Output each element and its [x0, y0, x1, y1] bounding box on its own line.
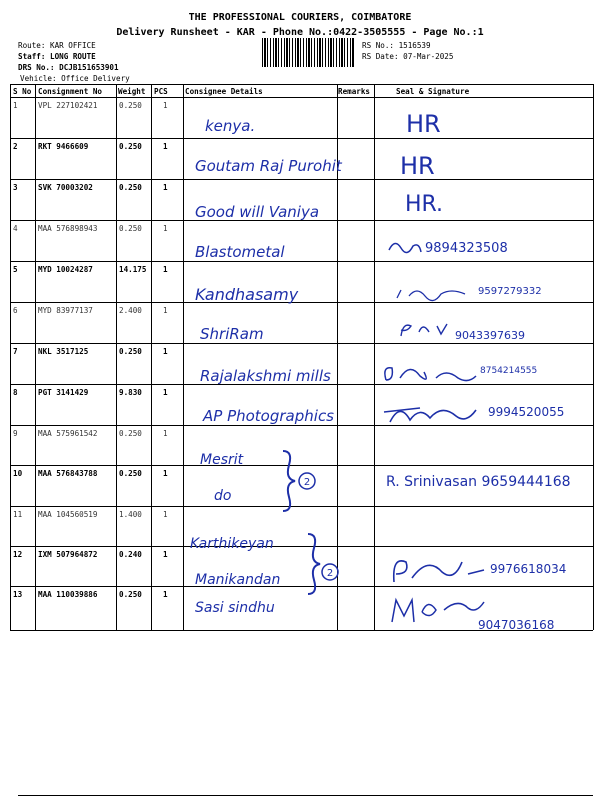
handwritten-consignee-4: Blastometal: [195, 243, 285, 261]
col-header-consignee: Consignee Details: [185, 87, 263, 96]
table-column-rule: [151, 84, 152, 630]
company-title: THE PROFESSIONAL COURIERS, COIMBATORE: [188, 12, 412, 23]
rs-no-text: RS No.: 1516539: [362, 41, 431, 50]
signature-5: 9597279332: [478, 286, 542, 297]
row-consignment-no: SVK 70003202: [38, 183, 93, 192]
row-sno: 9: [13, 429, 18, 438]
row-pcs: 1: [163, 142, 168, 151]
col-header-weight: Weight: [118, 87, 146, 96]
row-weight: 0.240: [119, 550, 142, 559]
runsheet-subtitle: Delivery Runsheet - KAR - Phone No.:0422-3505555 - Page No.:1: [116, 27, 484, 38]
signature-1: HR: [406, 110, 441, 138]
handwritten-consignee-11: Karthikeyan: [190, 536, 274, 552]
row-weight: 0.250: [119, 142, 142, 151]
row-weight: 0.250: [119, 101, 142, 110]
handwritten-consignee-2: Goutam Raj Purohit: [195, 157, 342, 175]
row-pcs: 1: [163, 590, 168, 599]
row-consignment-no: MAA 576898943: [38, 224, 98, 233]
row-consignment-no: MAA 104560519: [38, 510, 98, 519]
handwritten-consignee-7: Rajalakshmi mills: [200, 367, 331, 385]
row-weight: 2.400: [119, 306, 142, 315]
signature-scribble-7: [380, 360, 480, 388]
signature-scribble-4: [385, 236, 425, 258]
row-consignment-no: NKL 3517125: [38, 347, 89, 356]
row-consignment-no: RKT 9466609: [38, 142, 89, 151]
rs-date-text: RS Date: 07-Mar-2025: [362, 52, 454, 61]
row-sno: 1: [13, 101, 18, 110]
row-pcs: 1: [163, 469, 168, 478]
signature-scribble-5: [395, 284, 470, 302]
row-consignment-no: VPL 227102421: [38, 101, 98, 110]
row-sno: 8: [13, 388, 18, 397]
row-pcs: 1: [163, 550, 168, 559]
row-sno: 4: [13, 224, 18, 233]
row-pcs: 1: [163, 306, 168, 315]
table-rule: [10, 84, 593, 85]
row-consignment-no: MYD 83977137: [38, 306, 93, 315]
col-header-pcs: PCS: [154, 87, 168, 96]
row-weight: 1.400: [119, 510, 142, 519]
table-rule: [10, 425, 593, 426]
handwritten-consignee-8: AP Photographics: [203, 407, 335, 425]
drs-text: DRS No.: DCJB151653901: [18, 63, 119, 72]
barcode-image: [262, 38, 354, 67]
row-consignment-no: MAA 576843788: [38, 469, 98, 478]
row-weight: 0.250: [119, 224, 142, 233]
row-sno: 10: [13, 469, 23, 478]
brace-annotation-11-12: [300, 528, 350, 598]
row-weight: 0.250: [119, 429, 142, 438]
table-column-rule: [374, 84, 375, 630]
row-sno: 13: [13, 590, 23, 599]
staff-text: Staff: LONG ROUTE: [18, 52, 96, 61]
table-column-rule: [35, 84, 36, 630]
handwritten-consignee-12: Manikandan: [195, 572, 281, 588]
table-rule: [10, 179, 593, 180]
row-sno: 5: [13, 265, 18, 274]
signature-6: 9043397639: [455, 329, 525, 342]
row-weight: 0.250: [119, 469, 142, 478]
signature-12: 9976618034: [490, 562, 567, 576]
table-rule: [10, 97, 593, 98]
brace-count-9-10: 2: [303, 477, 311, 488]
handwritten-consignee-5: Kandhasamy: [195, 285, 299, 304]
table-column-rule: [116, 84, 117, 630]
row-sno: 12: [13, 550, 23, 559]
row-weight: 0.250: [119, 183, 142, 192]
col-header-remarks: Remarks: [338, 87, 371, 96]
row-pcs: 1: [163, 510, 168, 519]
vehicle-text: Vehicle: Office Delivery: [20, 74, 130, 83]
row-weight: 0.250: [119, 590, 142, 599]
row-sno: 3: [13, 183, 18, 192]
signature-scribble-12: [388, 552, 488, 586]
handwritten-consignee-13: Sasi sindhu: [195, 600, 275, 616]
row-pcs: 1: [163, 101, 168, 110]
col-header-sno: S No: [13, 87, 32, 96]
col-header-consignment: Consignment No: [38, 87, 103, 96]
brace-count-11-12: 2: [326, 568, 334, 579]
table-rule: [10, 261, 593, 262]
handwritten-consignee-3: Good will Vaniya: [195, 203, 320, 221]
row-sno: 11: [13, 510, 23, 519]
signature-13: 9047036168: [478, 618, 555, 632]
signature-scribble-6: [397, 318, 452, 340]
row-consignment-no: MAA 575961542: [38, 429, 98, 438]
row-pcs: 1: [163, 265, 168, 274]
handwritten-consignee-10: do: [214, 488, 232, 504]
row-sno: 7: [13, 347, 18, 356]
row-pcs: 1: [163, 429, 168, 438]
row-weight: 14.175: [119, 265, 147, 274]
brace-annotation-9-10: [275, 445, 325, 515]
handwritten-consignee-1: kenya.: [205, 117, 256, 135]
handwritten-consignee-6: ShriRam: [200, 325, 264, 343]
route-text: Route: KAR OFFICE: [18, 41, 96, 50]
signature-scribble-13: [388, 594, 488, 626]
signature-scribble-8: [380, 398, 480, 428]
signature-2: HR: [400, 152, 435, 180]
signature-7: 8754214555: [480, 366, 538, 376]
table-rule: [10, 343, 593, 344]
row-pcs: 1: [163, 224, 168, 233]
handwritten-consignee-9: Mesrit: [200, 452, 244, 468]
table-column-rule: [183, 84, 184, 630]
table-rule: [10, 138, 593, 139]
row-weight: 9.830: [119, 388, 142, 397]
row-consignment-no: MAA 110039886: [38, 590, 98, 599]
row-consignment-no: IXM 507964872: [38, 550, 98, 559]
table-column-rule: [593, 84, 594, 630]
row-consignment-no: PGT 3141429: [38, 388, 89, 397]
row-sno: 2: [13, 142, 18, 151]
bottom-rule: [18, 795, 593, 796]
table-rule: [10, 302, 593, 303]
signature-10: R. Srinivasan 9659444168: [386, 474, 571, 490]
signature-4: 9894323508: [425, 241, 508, 256]
signature-8: 9994520055: [488, 405, 565, 419]
row-pcs: 1: [163, 183, 168, 192]
row-pcs: 1: [163, 388, 168, 397]
row-sno: 6: [13, 306, 18, 315]
col-header-signature: Seal & Signature: [396, 87, 470, 96]
row-pcs: 1: [163, 347, 168, 356]
table-column-rule: [10, 84, 11, 630]
row-consignment-no: MYD 10024287: [38, 265, 93, 274]
row-weight: 0.250: [119, 347, 142, 356]
signature-3: HR.: [405, 192, 444, 217]
